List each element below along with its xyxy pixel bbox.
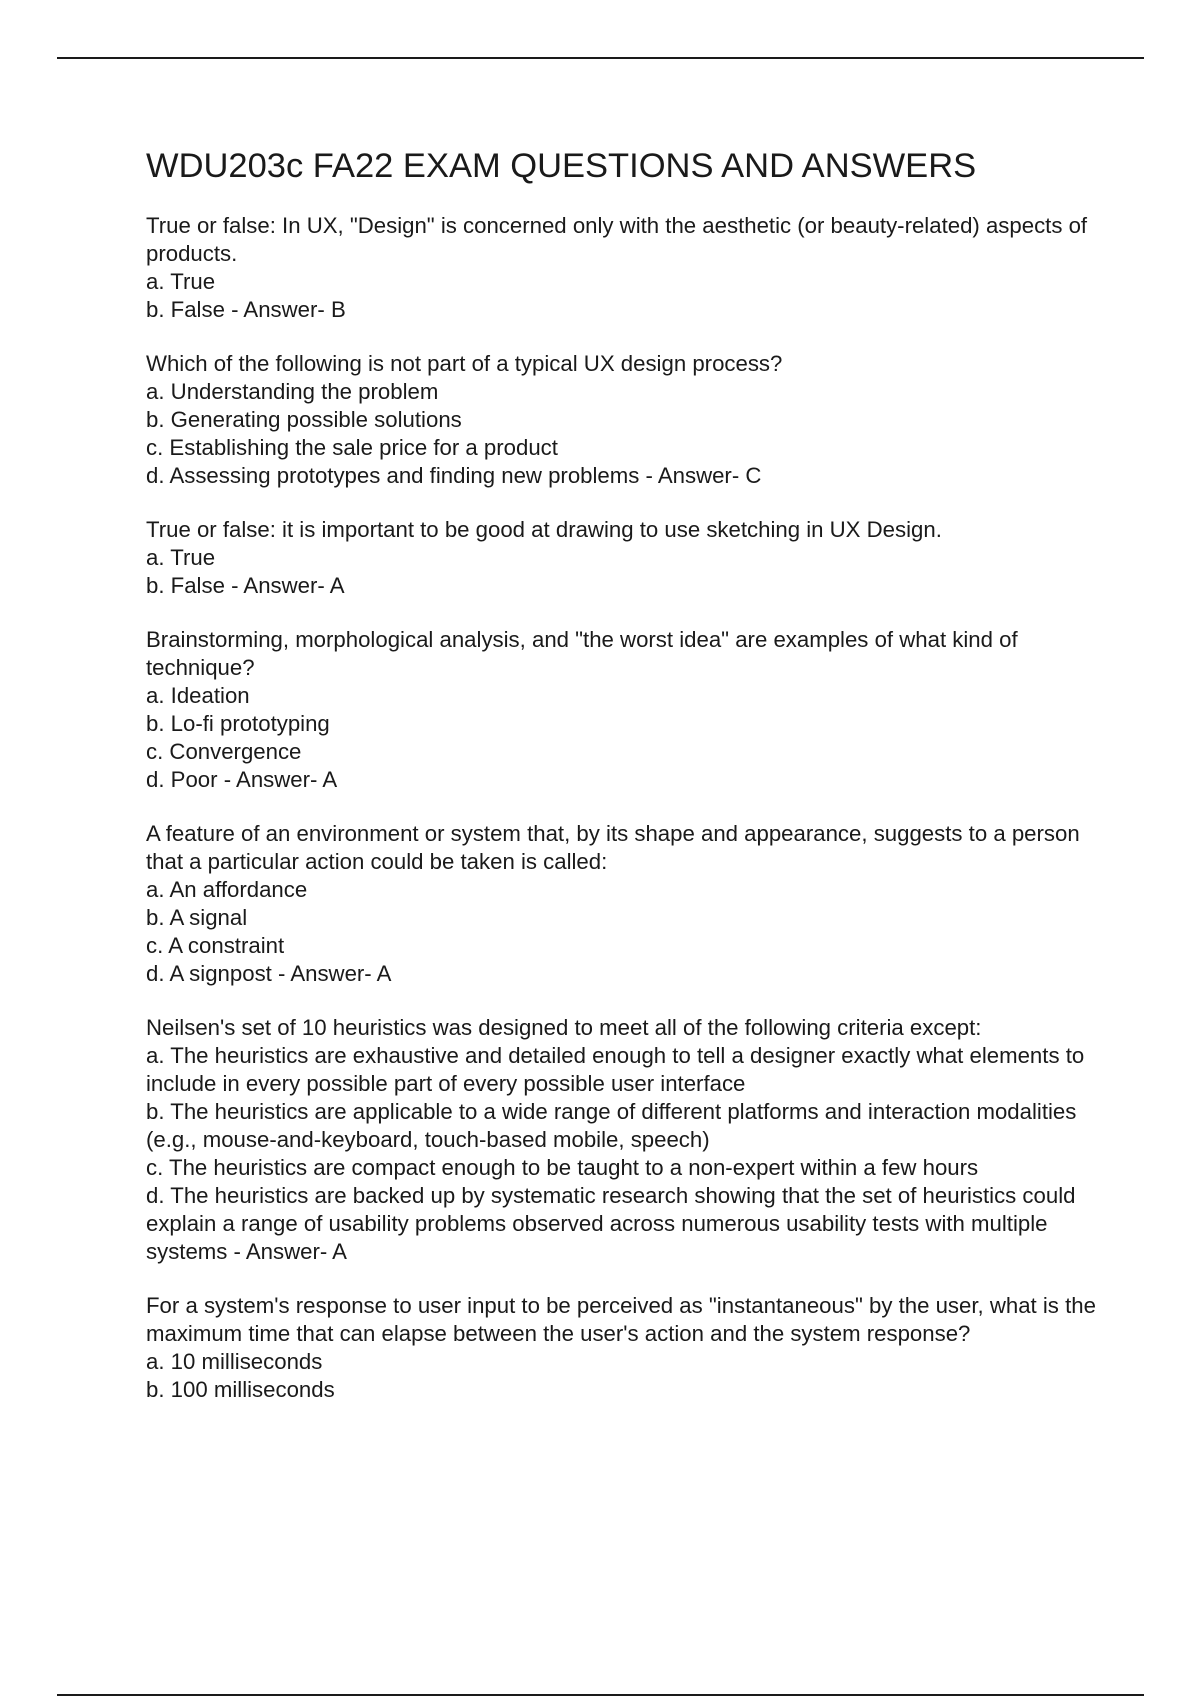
answer-option: c. The heuristics are compact enough to be taught to a non-expert within a few hours	[146, 1155, 979, 1180]
answer-option: d. The heuristics are backed up by systematic research showing that the set of heuristics could explain a range of usability problems observed across numerous usability tests with multiple systems - Answer- A	[146, 1183, 1076, 1264]
question-text: Neilsen's set of 10 heuristics was designed to meet all of the following criteria except:	[146, 1015, 982, 1040]
answer-option: c. Establishing the sale price for a product	[146, 435, 558, 460]
answer-option: b. A signal	[146, 905, 248, 930]
page-title: WDU203c FA22 EXAM QUESTIONS AND ANSWERS	[146, 147, 977, 185]
answer-option: a. Understanding the problem	[146, 379, 439, 404]
answer-option: a. Ideation	[146, 683, 250, 708]
answer-option: b. Generating possible solutions	[146, 407, 462, 432]
question-text: For a system's response to user input to be perceived as "instantaneous" by the user, what is the maximum time that can elapse between the user's action and the system response?	[146, 1293, 1096, 1346]
answer-option: a. True	[146, 545, 216, 570]
question-block	[146, 350, 1096, 490]
answer-option: a. True	[146, 269, 216, 294]
answer-option: d. Poor - Answer- A	[146, 767, 338, 792]
answer-option: a. 10 milliseconds	[146, 1349, 323, 1374]
question-text: A feature of an environment or system that, by its shape and appearance, suggests to a person that a particular action could be taken is called:	[146, 821, 1080, 874]
question-block	[146, 820, 1096, 988]
question-text: Which of the following is not part of a typical UX design process?	[146, 351, 783, 376]
question-block	[146, 516, 1096, 600]
question-block	[146, 1014, 1096, 1266]
answer-option: d. A signpost - Answer- A	[146, 961, 392, 986]
question-text: True or false: In UX, "Design" is concerned only with the aesthetic (or beauty-related) aspects of products.	[146, 213, 1088, 266]
question-text: Brainstorming, morphological analysis, and "the worst idea" are examples of what kind of technique?	[146, 627, 1018, 680]
answer-option: a. The heuristics are exhaustive and detailed enough to tell a designer exactly what elements to include in every possible part of every possible user interface	[146, 1043, 1085, 1096]
answer-option: b. Lo-fi prototyping	[146, 711, 330, 736]
answer-option: a. An affordance	[146, 877, 308, 902]
answer-option: b. The heuristics are applicable to a wide range of different platforms and interaction modalities (e.g., mouse-and-keyboard, touch-based mobile, speech)	[146, 1099, 1077, 1152]
bottom-divider	[57, 1694, 1144, 1696]
answer-option: c. A constraint	[146, 933, 285, 958]
answer-option: b. False - Answer- B	[146, 297, 346, 322]
question-block	[146, 1292, 1096, 1404]
answer-option: b. 100 milliseconds	[146, 1377, 335, 1402]
top-divider	[57, 57, 1144, 59]
question-text: True or false: it is important to be good at drawing to use sketching in UX Design.	[146, 517, 942, 542]
document-body	[146, 144, 1096, 1430]
answer-option: c. Convergence	[146, 739, 302, 764]
question-block	[146, 626, 1096, 794]
answer-option: d. Assessing prototypes and finding new problems - Answer- C	[146, 463, 762, 488]
question-block	[146, 212, 1096, 324]
answer-option: b. False - Answer- A	[146, 573, 345, 598]
